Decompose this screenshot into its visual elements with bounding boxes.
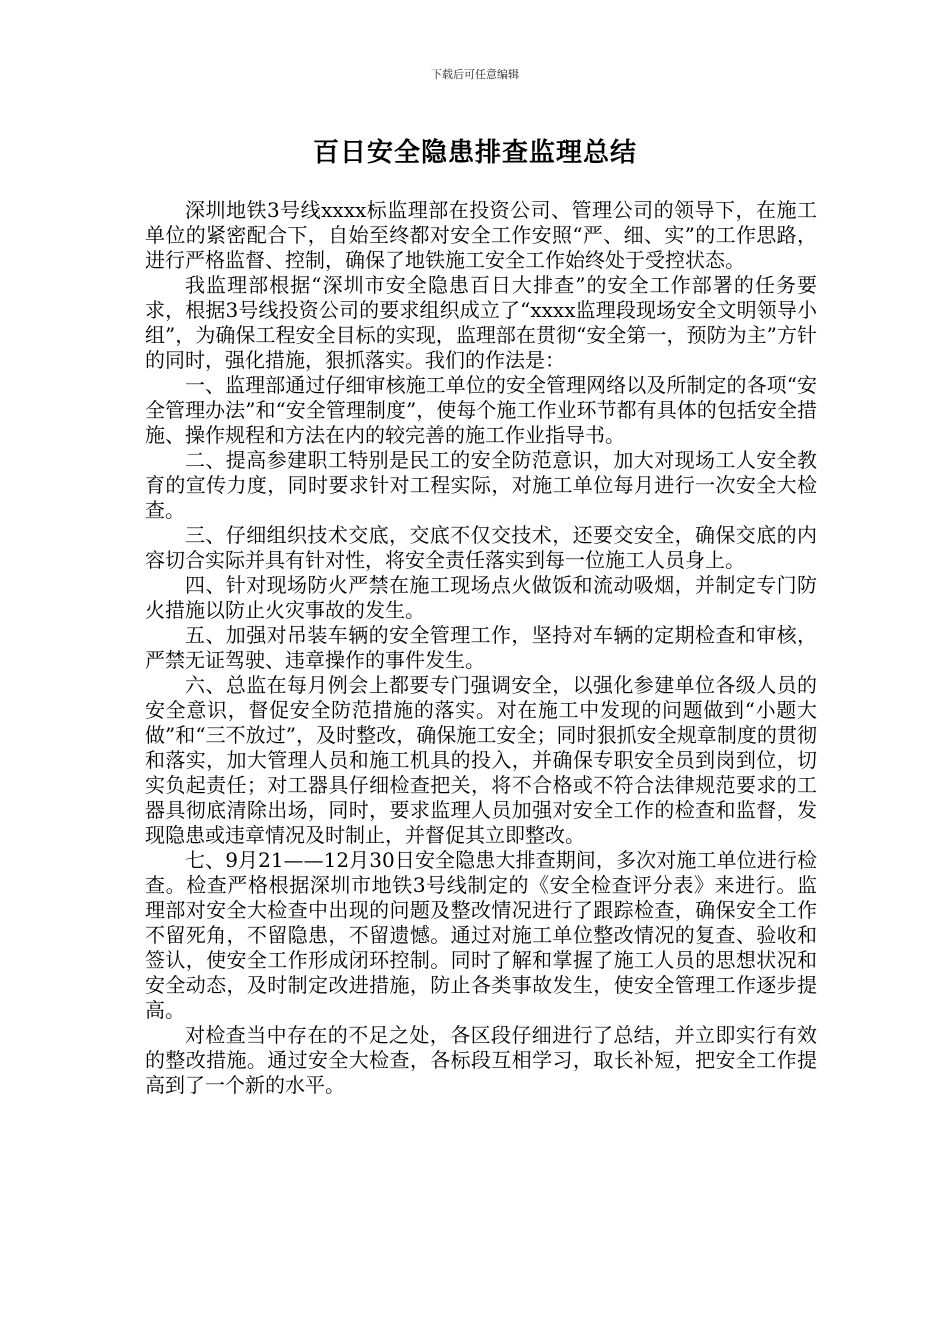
paragraph-item-1: 一、监理部通过仔细审核施工单位的安全管理网络以及所制定的各项“安全管理办法”和“安全管理制度”，使每个施工作业环节都有具体的包括安全措施、操作规程和方法在内的较完善的施工作业指导书。	[145, 373, 817, 447]
document-title: 百日安全隐患排查监理总结	[312, 138, 637, 168]
header-note: 下载后可任意编辑	[431, 68, 519, 81]
paragraph-item-4: 四、针对现场防火严禁在施工现场点火做饭和流动吸烟，并制定专门防火措施以防止火灾事故的发生。	[145, 573, 817, 622]
document-body	[145, 198, 817, 1098]
paragraph-item-2: 二、提高参建职工特别是民工的安全防范意识，加大对现场工人安全教育的宣传力度，同时要求针对工程实际，对施工单位每月进行一次安全大检查。	[145, 448, 817, 522]
paragraph-item-5: 五、加强对吊装车辆的安全管理工作，坚持对车辆的定期检查和审核，严禁无证驾驶、违章操作的事件发生。	[145, 623, 817, 672]
paragraph-item-6: 六、总监在每月例会上都要专门强调安全，以强化参建单位各级人员的安全意识，督促安全防范措施的落实。对在施工中发现的问题做到“小题大做”和“三不放过”，及时整改，确保施工安全；同时狠抓安全规章制度的贯彻和落实，加大管理人员和施工机具的投入，并确保专职安全员到岗到位，切实负起责任；对工器具仔细检查把关，将不合格或不符合法律规范要求的工器具彻底清除出场，同时，要求监理人员加强对安全工作的检查和监督，发现隐患或违章情况及时制止，并督促其立即整改。	[145, 673, 817, 847]
paragraph-item-3: 三、仔细组织技术交底，交底不仅交技术，还要交安全，确保交底的内容切合实际并具有针对性，将安全责任落实到每一位施工人员身上。	[145, 523, 817, 572]
paragraph-intro: 深圳地铁3号线xxxx标监理部在投资公司、管理公司的领导下，在施工单位的紧密配合下，自始至终都对安全工作安照“严、细、实”的工作思路，进行严格监督、控制，确保了地铁施工安全工作始终处于受控状态。	[145, 198, 817, 272]
paragraph-item-7: 七、9月21——12月30日安全隐患大排查期间，多次对施工单位进行检查。检查严格根据深圳市地铁3号线制定的《安全检查评分表》来进行。监理部对安全大检查中出现的问题及整改情况进行了跟踪检查，确保安全工作不留死角，不留隐患，不留遗憾。通过对施工单位整改情况的复查、验收和签认，使安全工作形成闭环控制。同时了解和掌握了施工人员的思想状况和安全动态，及时制定改进措施，防止各类事故发生，使安全管理工作逐步提高。	[145, 848, 817, 1022]
paragraph-deployment: 我监理部根据“深圳市安全隐患百日大排查”的安全工作部署的任务要求，根据3号线投资公司的要求组织成立了“xxxx监理段现场安全文明领导小组”，为确保工程安全目标的实现，监理部在贯彻“安全第一，预防为主”方针的同时，强化措施，狠抓落实。我们的作法是：	[145, 273, 817, 372]
paragraph-conclusion: 对检查当中存在的不足之处，各区段仔细进行了总结，并立即实行有效的整改措施。通过安全大检查，各标段互相学习，取长补短，把安全工作提高到了一个新的水平。	[145, 1023, 817, 1097]
